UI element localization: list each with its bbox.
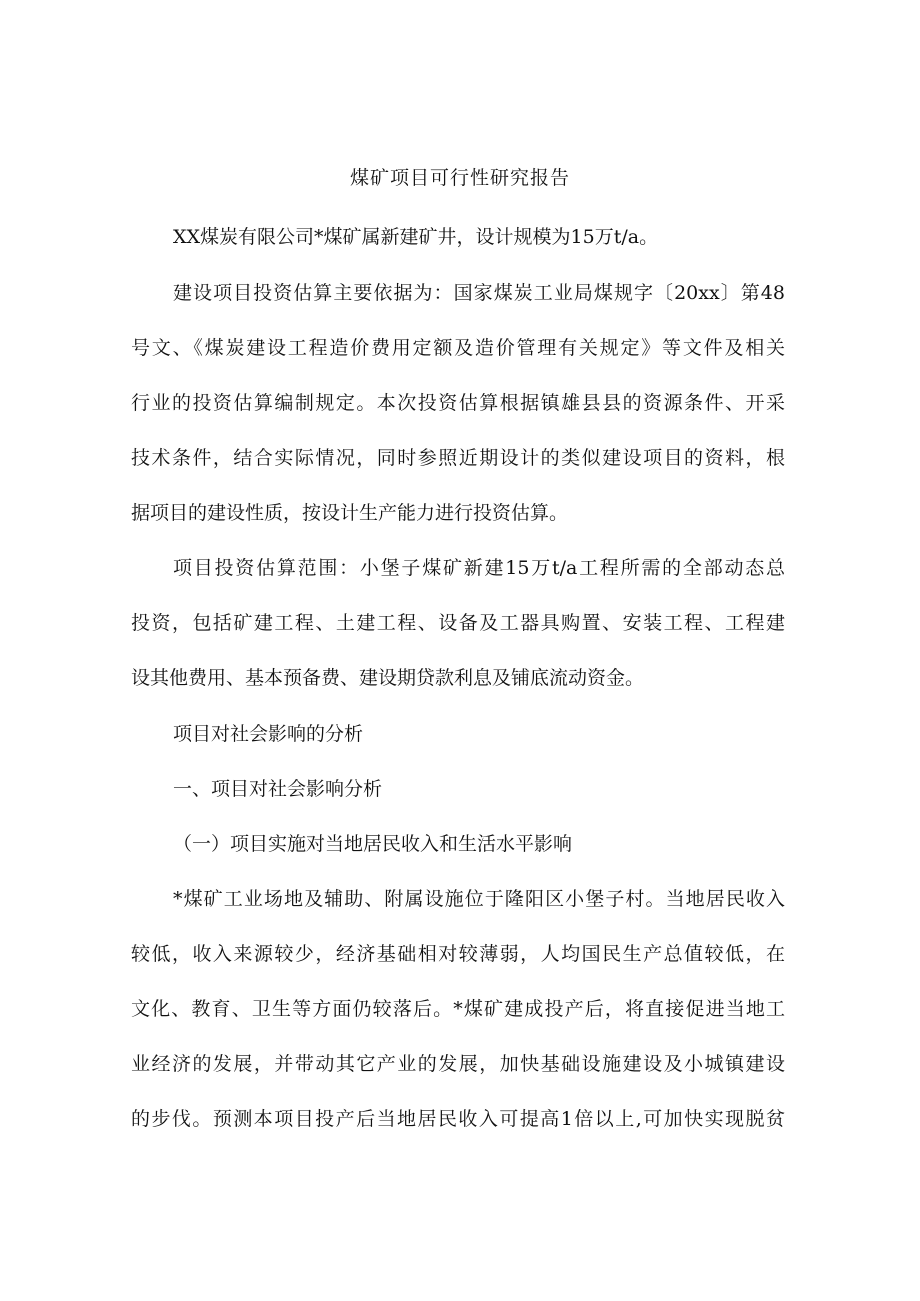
document-title: 煤矿项目可行性研究报告 [349,167,570,189]
text-line: 行业的投资估算编制规定。本次投资估算根据镇雄县县的资源条件、开采 [131,392,785,414]
text-line: *煤矿工业场地及辅助、附属设施位于隆阳区小堡子村。当地居民收入 [173,888,785,910]
text-line: 设其他费用、基本预备费、建设期贷款利息及铺底流动资金。 [131,667,645,689]
text-line: 业经济的发展，并带动其它产业的发展，加快基础设施建设及小城镇建设 [131,1053,785,1075]
text-line: 的步伐。预测本项目投产后当地居民收入可提高1倍以上,可加快实现脱贫 [131,1108,785,1130]
text-line: 投资，包括矿建工程、土建工程、设备及工器具购置、安装工程、工程建 [131,612,785,634]
text-line: 建设项目投资估算主要依据为：国家煤炭工业局煤规字〔20xx〕第48 [173,282,785,304]
text-line: 较低，收入来源较少，经济基础相对较薄弱，人均国民生产总值较低，在 [131,943,785,965]
subsection-heading: （一）项目实施对当地居民收入和生活水平影响 [173,833,573,855]
text-line: 文化、教育、卫生等方面仍较落后。*煤矿建成投产后，将直接促进当地工 [131,998,785,1020]
text-line: 项目投资估算范围：小堡子煤矿新建15万t/a工程所需的全部动态总 [173,557,785,579]
section-heading: 项目对社会影响的分析 [173,723,364,745]
text-line: 号文、《煤炭建设工程造价费用定额及造价管理有关规定》等文件及相关 [131,337,785,359]
text-line: 技术条件，结合实际情况，同时参照近期设计的类似建设项目的资料，根 [131,447,785,469]
text-line: 据项目的建设性质，按设计生产能力进行投资估算。 [131,502,569,524]
text-line: XX煤炭有限公司*煤矿属新建矿井，设计规模为15万t/a。 [173,226,659,248]
section-heading: 一、项目对社会影响分析 [173,778,383,800]
